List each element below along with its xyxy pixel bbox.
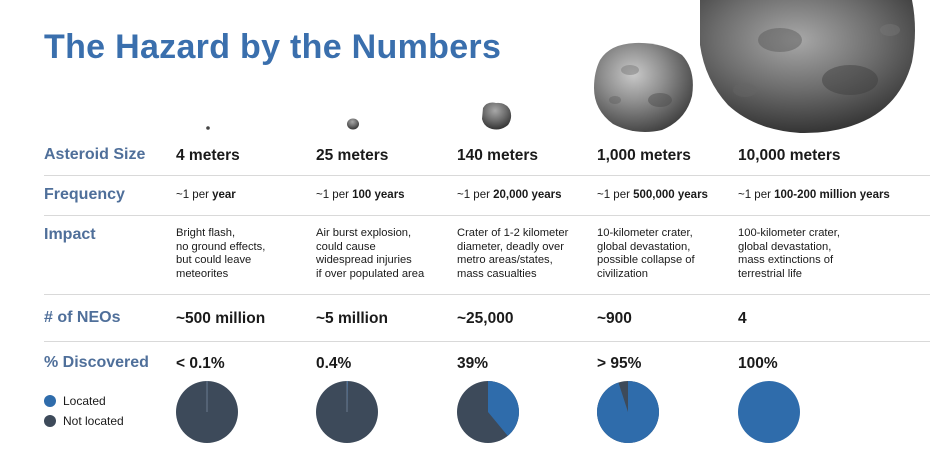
pie-slice-located <box>597 381 659 443</box>
size-value: 1,000 meters <box>597 147 691 164</box>
row-label-asteroid-size: Asteroid Size <box>44 146 146 163</box>
neos-value: ~900 <box>597 310 632 327</box>
pie-base <box>738 381 800 443</box>
asteroid-10000m-icon <box>700 0 915 133</box>
frequency-value: ~1 per 500,000 years <box>597 189 708 201</box>
asteroid-140m-icon <box>482 103 511 130</box>
discovered-value: > 95% <box>597 355 642 372</box>
pie-chart-4m <box>175 380 239 444</box>
page-title: The Hazard by the Numbers <box>44 28 502 66</box>
row-label-discovered: % Discovered <box>44 354 149 371</box>
legend-not-located-label: Not located <box>63 414 124 428</box>
asteroid-25m-icon <box>347 119 359 130</box>
impact-description: Bright flash, no ground effects, but could leave meteorites <box>176 227 266 280</box>
located-swatch-icon <box>44 395 56 407</box>
row-label-neos: # of NEOs <box>44 309 121 326</box>
neos-value: ~5 million <box>316 310 388 327</box>
size-value: 140 meters <box>457 147 539 164</box>
size-value: 10,000 meters <box>738 147 841 164</box>
legend-located <box>44 394 106 408</box>
discovered-value: 39% <box>457 355 489 372</box>
frequency-value: ~1 per year <box>176 189 236 201</box>
divider <box>44 215 930 216</box>
size-value: 25 meters <box>316 147 389 164</box>
discovered-value: 100% <box>738 355 778 372</box>
frequency-value: ~1 per 100 years <box>316 189 405 201</box>
neos-value: 4 <box>738 310 747 327</box>
neos-value: ~500 million <box>176 310 266 327</box>
asteroid-illustrations <box>0 0 930 140</box>
impact-description: Air burst explosion, could cause widespread injuries if over populated area <box>316 227 425 280</box>
pie-chart-140m <box>456 380 520 444</box>
divider <box>44 175 930 176</box>
pie-chart-1000m <box>596 380 660 444</box>
pie-chart-10000m <box>737 380 801 444</box>
row-label-frequency: Frequency <box>44 186 125 203</box>
row-label-impact: Impact <box>44 226 96 243</box>
impact-description: 100-kilometer crater, global devastation, mass extinctions of terrestrial life <box>738 227 840 280</box>
divider <box>44 294 930 295</box>
impact-description: 10-kilometer crater, global devastation, possible collapse of civilization <box>597 227 695 280</box>
size-value: 4 meters <box>176 147 240 164</box>
legend-not-located <box>44 414 124 428</box>
not-located-swatch-icon <box>44 415 56 427</box>
neos-value: ~25,000 <box>457 310 514 327</box>
pie-chart-25m <box>315 380 379 444</box>
impact-description: Crater of 1-2 kilometer diameter, deadly over metro areas/states, mass casualties <box>457 227 569 280</box>
asteroid-4m-icon <box>206 126 210 130</box>
frequency-value: ~1 per 100-200 million years <box>738 189 890 201</box>
legend-located-label: Located <box>63 394 106 408</box>
asteroid-1000m-icon <box>594 43 693 132</box>
divider <box>44 341 930 342</box>
discovered-value: 0.4% <box>316 355 352 372</box>
discovered-value: < 0.1% <box>176 355 225 372</box>
frequency-value: ~1 per 20,000 years <box>457 189 562 201</box>
